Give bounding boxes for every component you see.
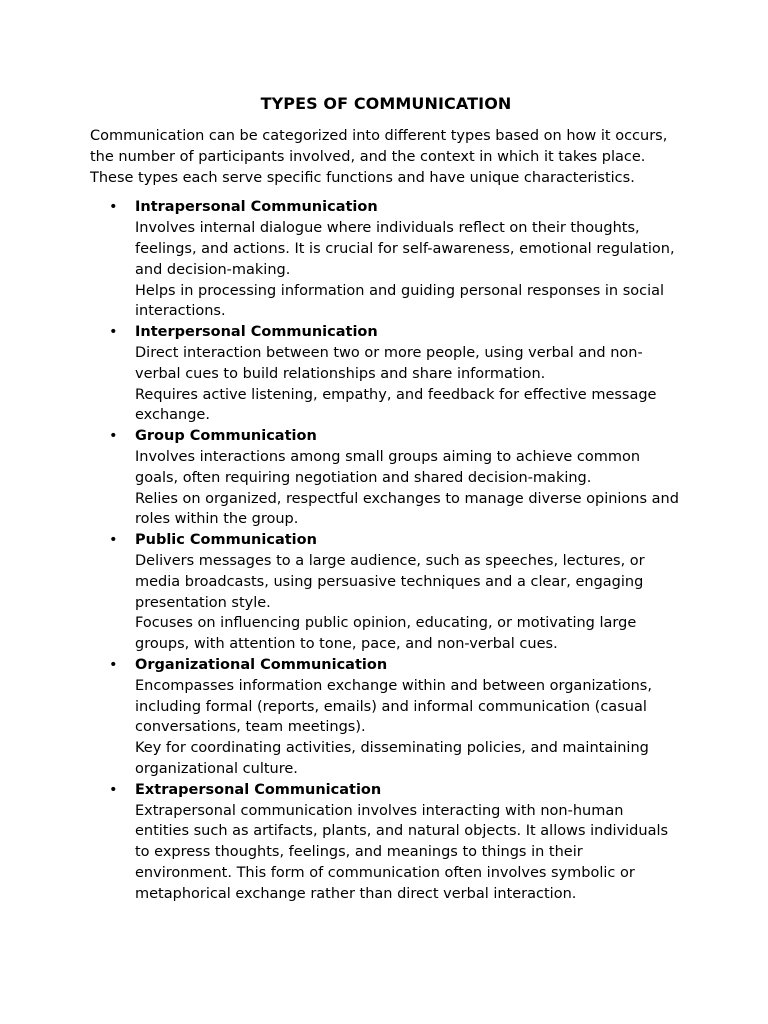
- list-item-paragraph: Helps in processing information and guiding personal responses in social interactions.: [135, 282, 665, 320]
- document-body: [90, 93, 682, 904]
- list-item-paragraph: Involves interactions among small groups aiming to achieve common goals, often requiring negotiation and shared decision-making.: [135, 448, 641, 486]
- list-item: [90, 322, 682, 426]
- bullet-icon: •: [109, 781, 118, 798]
- list-item: [90, 530, 682, 655]
- list-item-title: Group Communication: [135, 428, 317, 445]
- list-item-paragraph: Delivers messages to a large audience, such as speeches, lectures, or media broadcasts, using persuasive techniques and a clear, engaging presentation style.: [135, 552, 645, 611]
- intro-paragraph: Communication can be categorized into different types based on how it occurs, the number of participants involved, and the context in which it takes place. These types each serve specific functions and have unique characteristics.: [90, 128, 668, 186]
- document-title: TYPES OF COMMUNICATION: [260, 94, 512, 113]
- list-item: [90, 655, 682, 780]
- list-item-title: Organizational Communication: [135, 656, 388, 673]
- list-item-title: Intrapersonal Communication: [135, 199, 378, 216]
- list-item-title: Extrapersonal Communication: [135, 781, 382, 798]
- list-item-paragraph: Extrapersonal communication involves interacting with non-human entities such as artifacts, plants, and natural objects. It allows individuals to express thoughts, feelings, and meanings to things in their environment. This form of communication often involves symbolic or metaphorical exchange rather than direct verbal interaction.: [135, 802, 669, 902]
- list-item: [90, 197, 682, 322]
- list-item: [90, 780, 682, 905]
- list-item-paragraph: Requires active listening, empathy, and feedback for effective message exchange.: [135, 386, 657, 424]
- bullet-icon: •: [109, 532, 118, 549]
- list-item-paragraph: Relies on organized, respectful exchanges to manage diverse opinions and roles within the group.: [135, 490, 679, 528]
- list-item-paragraph: Focuses on influencing public opinion, educating, or motivating large groups, with attention to tone, pace, and non-verbal cues.: [135, 615, 637, 653]
- list-item-title: Interpersonal Communication: [135, 324, 378, 341]
- list-item-paragraph: Key for coordinating activities, disseminating policies, and maintaining organizational culture.: [135, 740, 649, 777]
- list-item: [90, 426, 682, 530]
- bullet-icon: •: [109, 656, 118, 673]
- bullet-icon: •: [109, 324, 118, 341]
- bullet-icon: •: [109, 428, 118, 445]
- bullet-icon: •: [109, 199, 118, 216]
- list-item-paragraph: Involves internal dialogue where individuals reflect on their thoughts, feelings, and actions. It is crucial for self-awareness, emotional regulation, and decision-making.: [135, 220, 675, 278]
- list-item-paragraph: Encompasses information exchange within and between organizations, including formal (reports, emails) and informal communication (casual conversations, team meetings).: [135, 677, 652, 736]
- communication-types-list: [90, 197, 682, 904]
- list-item-paragraph: Direct interaction between two or more people, using verbal and non-verbal cues to build relationships and share information.: [135, 344, 643, 382]
- list-item-title: Public Communication: [135, 532, 317, 549]
